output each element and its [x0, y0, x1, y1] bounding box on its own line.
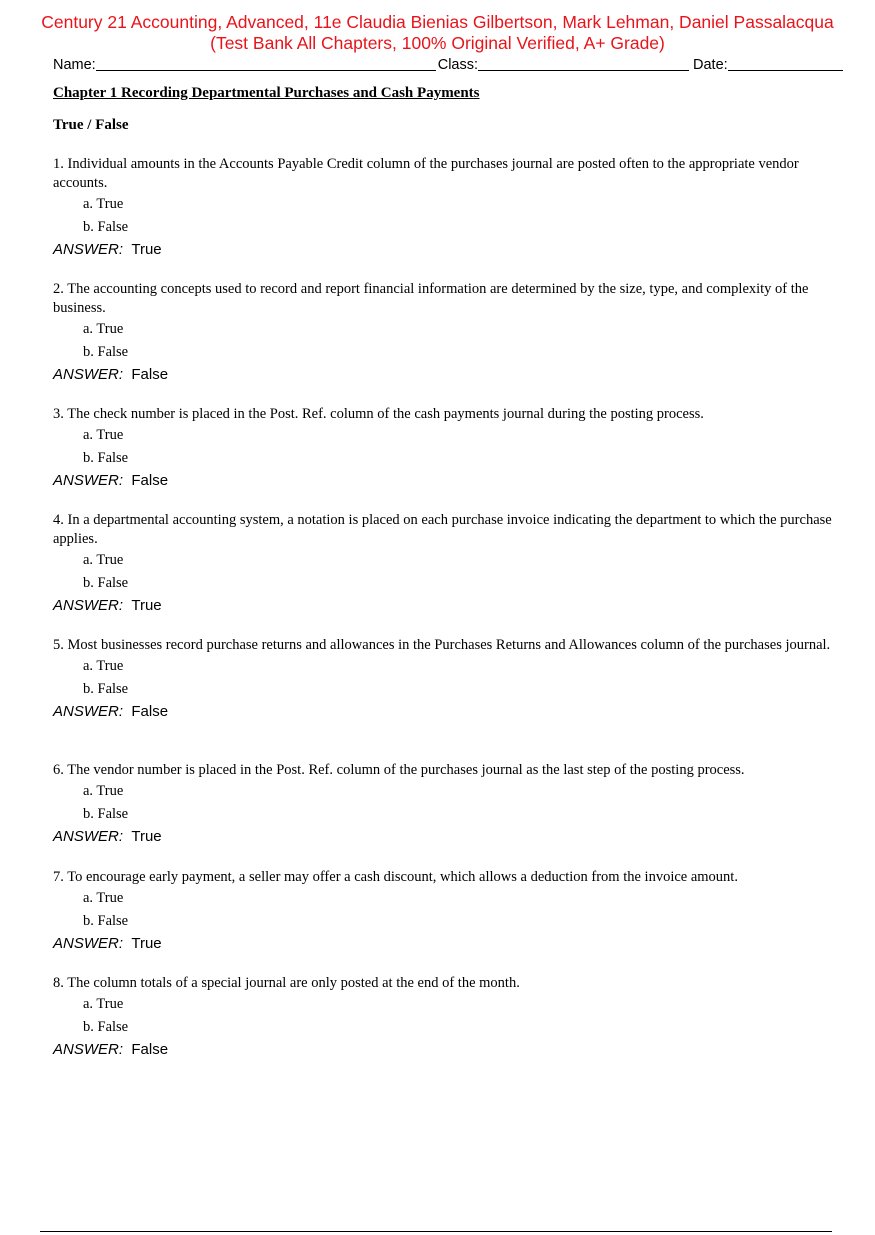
name-label: Name: [53, 57, 96, 73]
option-true: a. True [83, 996, 124, 1012]
answer-label: ANSWER: [53, 472, 124, 489]
date-label: Date: [693, 57, 728, 73]
option-true: a. True [83, 196, 124, 212]
answer-value: True [131, 241, 162, 258]
option-false: b. False [83, 913, 129, 929]
footer-rule [40, 1231, 832, 1232]
question-7 [53, 868, 848, 955]
question-text: 4. In a departmental accounting system, a notation is placed on each purchase invoice indicating the department to which the purchase applies. [53, 512, 832, 547]
option-false: b. False [83, 806, 129, 822]
question-3 [53, 405, 848, 492]
question-1 [53, 155, 848, 261]
option-true: a. True [83, 658, 124, 674]
option-true: a. True [83, 427, 124, 443]
answer-label: ANSWER: [53, 366, 124, 383]
option-true: a. True [83, 552, 124, 568]
question-5 [53, 636, 848, 723]
option-false: b. False [83, 450, 129, 466]
option-false: b. False [83, 681, 129, 697]
option-false: b. False [83, 219, 129, 235]
option-true: a. True [83, 890, 124, 906]
student-info-row [53, 53, 846, 73]
question-text: 8. The column totals of a special journal are only posted at the end of the month. [53, 975, 520, 991]
option-true: a. True [83, 321, 124, 337]
name-field[interactable] [96, 55, 436, 71]
answer-label: ANSWER: [53, 703, 124, 720]
question-2 [53, 280, 848, 386]
answer-line [53, 595, 848, 617]
question-6 [53, 761, 848, 848]
class-label: Class: [437, 57, 479, 73]
answer-line [53, 1039, 848, 1061]
document-title-line-1: Century 21 Accounting, Advanced, 11e Claudia Bienias Gilbertson, Mark Lehman, Daniel Passalacqua [41, 12, 834, 32]
question-text: 7. To encourage early payment, a seller may offer a cash discount, which allows a deduction from the invoice amount. [53, 869, 738, 885]
answer-label: ANSWER: [53, 935, 124, 952]
answer-value: True [131, 935, 162, 952]
document-title-line-2: (Test Bank All Chapters, 100% Original Verified, A+ Grade) [210, 33, 665, 53]
class-field[interactable] [478, 55, 689, 71]
question-8 [53, 974, 848, 1061]
answer-line [53, 933, 848, 955]
answer-line [53, 239, 848, 261]
option-false: b. False [83, 1019, 129, 1035]
answer-value: True [131, 828, 162, 845]
answer-line [53, 364, 848, 386]
question-text: 3. The check number is placed in the Post. Ref. column of the cash payments journal during the posting process. [53, 406, 704, 422]
option-false: b. False [83, 344, 129, 360]
answer-label: ANSWER: [53, 241, 124, 258]
option-false: b. False [83, 575, 129, 591]
question-text: 2. The accounting concepts used to record and report financial information are determined by the size, type, and complexity of the business. [53, 281, 809, 316]
answer-label: ANSWER: [53, 1041, 124, 1058]
answer-value: False [131, 1041, 169, 1058]
question-text: 1. Individual amounts in the Accounts Payable Credit column of the purchases journal are posted often to the appropriate vendor accounts. [53, 156, 799, 191]
answer-label: ANSWER: [53, 828, 124, 845]
section-heading: True / False [53, 117, 129, 133]
answer-value: False [131, 366, 169, 383]
option-true: a. True [83, 783, 124, 799]
answer-line [53, 470, 848, 492]
question-4 [53, 511, 848, 617]
chapter-heading: Chapter 1 Recording Departmental Purchases and Cash Payments [53, 85, 480, 101]
answer-value: False [131, 472, 169, 489]
answer-value: True [131, 597, 162, 614]
answer-line [53, 826, 848, 848]
answer-line [53, 701, 848, 723]
answer-label: ANSWER: [53, 597, 124, 614]
question-text: 5. Most businesses record purchase returns and allowances in the Purchases Returns and Allowances column of the purchases journal. [53, 637, 831, 653]
question-text: 6. The vendor number is placed in the Post. Ref. column of the purchases journal as the last step of the posting process. [53, 762, 745, 778]
answer-value: False [131, 703, 169, 720]
date-field[interactable] [728, 55, 843, 71]
